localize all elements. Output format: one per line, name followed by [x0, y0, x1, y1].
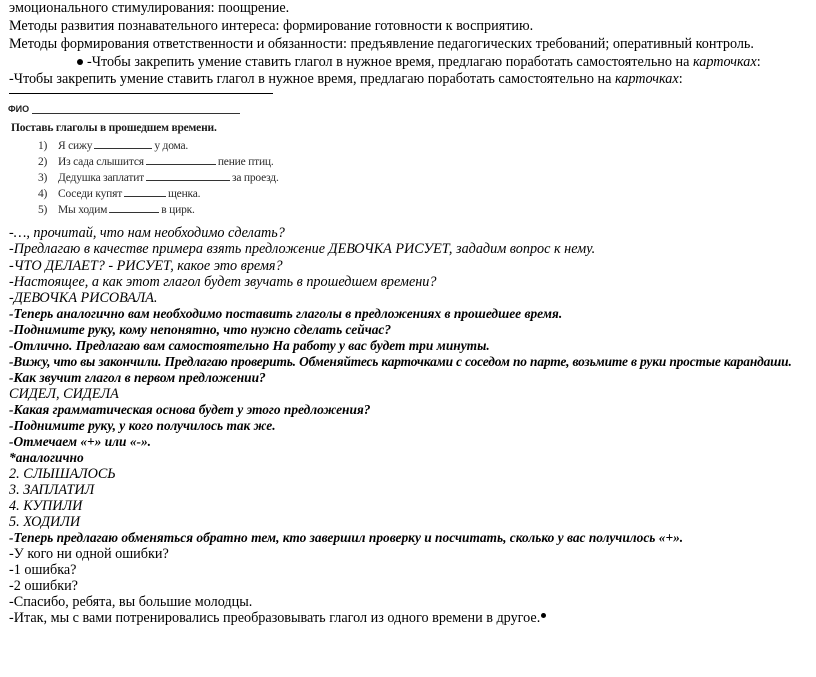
- task-blank: [109, 202, 159, 213]
- body-line: -Как звучит глагол в первом предложении?: [9, 370, 266, 385]
- task-number: 1): [38, 140, 48, 152]
- bullet-line-text: -Чтобы закрепить умение ставить глагол в нужное время, предлагаю поработать самостоятельно на: [87, 54, 693, 70]
- task-blank: [146, 170, 230, 181]
- worksheet-title: Поставь глаголы в прошедшем времени.: [11, 122, 217, 134]
- task-before: Соседи купят: [58, 188, 123, 200]
- bullet-line-italic: карточках: [692, 54, 757, 70]
- task-after: у дома.: [154, 140, 189, 152]
- body-line: -Теперь аналогично вам необходимо поставить глаголы в предложениях в прошедшее время.: [9, 306, 563, 321]
- text-line-3: Методы формирования ответственности и обязанности: предъявление педагогических требований; оперативный контроль.: [9, 36, 754, 52]
- task-before: Мы ходим: [58, 204, 108, 216]
- worksheet-task: [38, 138, 188, 152]
- fio-underline: [32, 113, 240, 114]
- task-number: 4): [38, 188, 48, 200]
- body-line: -Предлагаю в качестве примера взять предложение ДЕВОЧКА РИСУЕТ, зададим вопрос к нему.: [9, 241, 596, 257]
- bullet-line-tail: :: [756, 54, 761, 70]
- task-before: Дедушка заплатит: [58, 172, 144, 184]
- task-before: Из сада слышится: [58, 156, 144, 168]
- body-line: -2 ошибки?: [9, 578, 78, 594]
- worksheet-task: [38, 186, 200, 200]
- text-line-2: Методы развития познавательного интереса: формирование готовности к восприятию.: [9, 18, 534, 34]
- worksheet-task: [38, 202, 195, 216]
- repeat-line: [9, 71, 683, 87]
- bullet-line: [77, 54, 761, 70]
- body-line: -Спасибо, ребята, вы большие молодцы.: [9, 594, 253, 610]
- body-line: *аналогично: [9, 450, 84, 465]
- task-blank: [94, 138, 152, 149]
- worksheet-task: [38, 170, 279, 184]
- bullet-icon: [541, 613, 546, 618]
- repeat-line-text: -Чтобы закрепить умение ставить глагол в нужное время, предлагаю поработать самостоятельно на: [9, 71, 615, 87]
- body-line: -Отлично. Предлагаю вам самостоятельно На работу у вас будет три минуты.: [9, 338, 490, 353]
- task-after: щенка.: [168, 188, 201, 200]
- body-line: 3. ЗАПЛАТИЛ: [9, 482, 95, 498]
- task-blank: [146, 154, 216, 165]
- body-line: -Какая грамматическая основа будет у этого предложения?: [9, 402, 371, 417]
- task-number: 5): [38, 204, 48, 216]
- worksheet-card: [8, 100, 278, 216]
- task-after: за проезд.: [232, 172, 279, 184]
- repeat-line-tail: :: [678, 71, 683, 87]
- task-after: пение птиц.: [217, 156, 274, 168]
- body-line: -…, прочитай, что нам необходимо сделать?: [9, 225, 285, 241]
- horizontal-rule: [9, 93, 273, 94]
- body-line: 2. СЛЫШАЛОСЬ: [9, 466, 116, 482]
- task-number: 3): [38, 172, 48, 184]
- bullet-icon: [77, 59, 83, 65]
- worksheet-task: [38, 154, 274, 168]
- repeat-line-italic: карточках: [614, 71, 679, 87]
- task-before: Я сижу: [58, 140, 93, 152]
- body-line: -Поднимите руку, у кого получилось так же.: [9, 418, 276, 433]
- body-line: 4. КУПИЛИ: [9, 498, 83, 514]
- task-blank: [124, 186, 166, 197]
- body-line: -Настоящее, а как этот глагол будет звучать в прошедшем времени?: [9, 274, 437, 290]
- body-line: -1 ошибка?: [9, 562, 77, 578]
- task-number: 2): [38, 156, 48, 168]
- body-line: -ЧТО ДЕЛАЕТ? - РИСУЕТ, какое это время?: [9, 258, 283, 274]
- body-line: -Поднимите руку, кому непонятно, что нужно сделать сейчас?: [9, 322, 392, 337]
- final-line-text: -Итак, мы с вами потренировались преобразовывать глагол из одного времени в другое.: [9, 610, 541, 626]
- body-line: -Теперь предлагаю обменяться обратно тем, кто завершил проверку и посчитать, сколько у вас получилось «+».: [9, 530, 684, 545]
- body-line: -ДЕВОЧКА РИСОВАЛА.: [9, 290, 158, 306]
- text-line-1: эмоционального стимулирования: поощрение.: [9, 0, 290, 16]
- body-line: СИДЕЛ, СИДЕЛА: [9, 386, 119, 402]
- task-after: в цирк.: [161, 204, 195, 216]
- body-line: -Вижу, что вы закончили. Предлагаю проверить. Обменяйтесь карточками с соседом по парте, возьмите в руки простые карандаши.: [9, 354, 792, 369]
- body-line-final: [9, 610, 546, 626]
- body-line: -У кого ни одной ошибки?: [9, 546, 169, 562]
- body-line: 5. ХОДИЛИ: [9, 514, 81, 530]
- fio-label: ФИО: [8, 104, 30, 114]
- body-line: -Отмечаем «+» или «-».: [9, 434, 152, 449]
